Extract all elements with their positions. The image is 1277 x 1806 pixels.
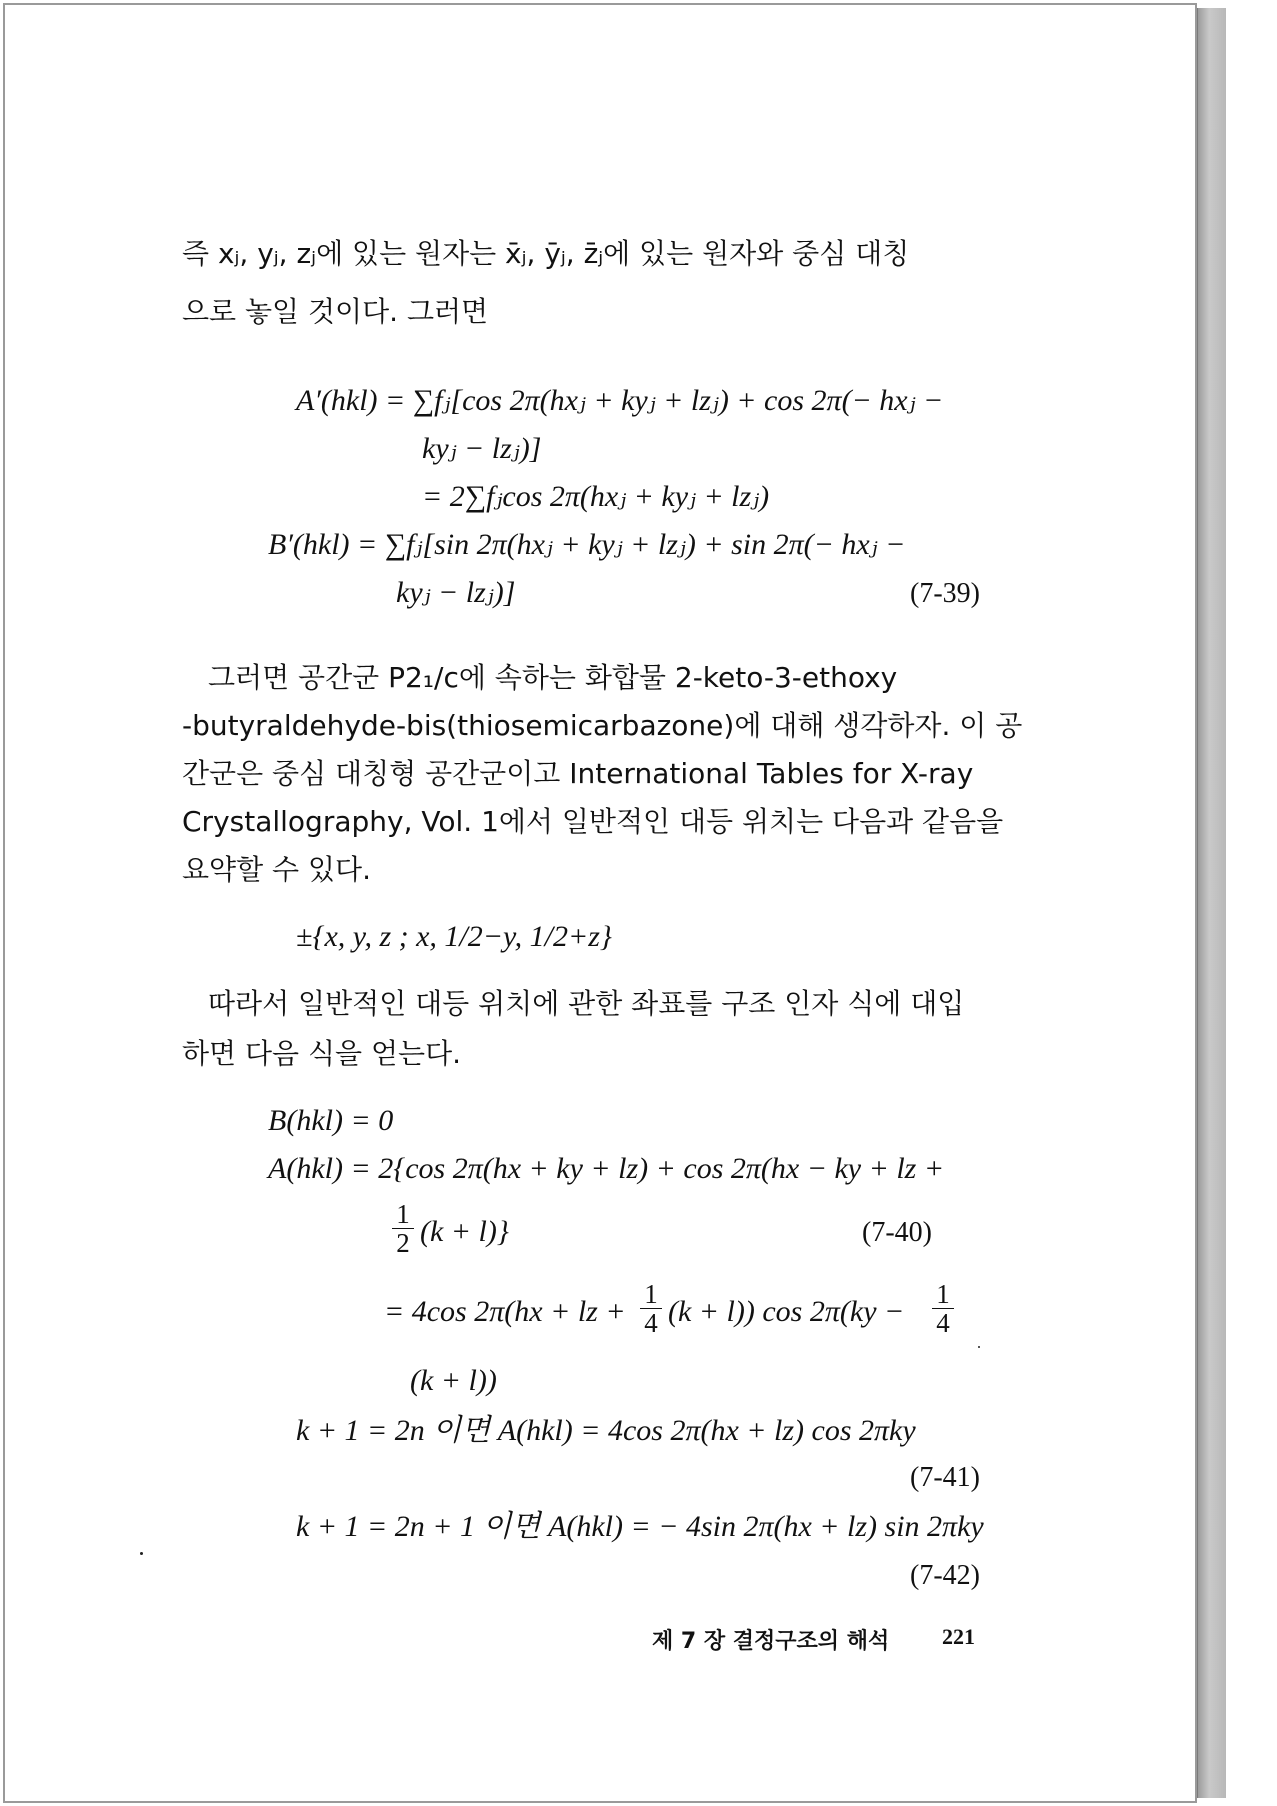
eq-7-41-number: (7-41): [910, 1462, 980, 1493]
fraction-denominator: 4: [644, 1308, 658, 1338]
eq-7-39-line1: A′(hkl) = ∑fⱼ[cos 2π(hxⱼ + kyⱼ + lzⱼ) + cos 2π(− hxⱼ −: [296, 384, 944, 417]
eq-7-40-a-line3-part1: = 4cos 2π(hx + lz +: [384, 1295, 626, 1328]
eq-7-40-fraction-quarter-2: [932, 1280, 954, 1337]
eq-7-40-number: (7-40): [862, 1217, 932, 1248]
equivalent-positions: ±{x, y, z ; x, 1/2−y, 1/2+z}: [296, 920, 612, 953]
fraction-denominator: 2: [396, 1228, 410, 1258]
page-edge: [1197, 8, 1226, 1798]
paragraph3-line2: 하면 다음 식을 얻는다.: [182, 1037, 462, 1070]
paragraph1-line2: 으로 놓일 것이다. 그러면: [182, 295, 489, 328]
eq-7-39-line3: = 2∑fⱼcos 2π(hxⱼ + kyⱼ + lzⱼ): [422, 480, 770, 513]
eq-7-39-number: (7-39): [910, 578, 980, 609]
eq-7-41-line: k + 1 = 2n 이면 A(hkl) = 4cos 2π(hx + lz) cos 2πky: [296, 1414, 916, 1447]
fraction-numerator: 1: [640, 1280, 662, 1309]
eq-7-40-a-line2: (k + l)}: [420, 1215, 509, 1248]
paragraph2-line1: 그러면 공간군 P2₁/c에 속하는 화합물 2-keto-3-ethoxy: [208, 661, 898, 694]
eq-7-40-a-line4: (k + l)): [410, 1364, 497, 1397]
eq-7-39-line5: kyⱼ − lzⱼ)]: [396, 576, 516, 609]
eq-7-42-number: (7-42): [910, 1560, 980, 1591]
paragraph2-line5: 요약할 수 있다.: [182, 853, 371, 886]
scan-speck: [978, 1346, 980, 1348]
fraction-numerator: 1: [932, 1280, 954, 1309]
eq-7-39-line4: B′(hkl) = ∑fⱼ[sin 2π(hxⱼ + kyⱼ + lzⱼ) + sin 2π(− hxⱼ −: [268, 528, 906, 561]
paragraph1-line1: 즉 xⱼ, yⱼ, zⱼ에 있는 원자는 x̄ⱼ, ȳⱼ, z̄ⱼ에 있는 원자와 중심 대칭: [182, 237, 910, 270]
eq-7-40-a-line3-part2: (k + l)) cos 2π(ky −: [668, 1295, 905, 1328]
page-number: 221: [942, 1624, 975, 1649]
paragraph3-line1: 따라서 일반적인 대등 위치에 관한 좌표를 구조 인자 식에 대입: [208, 987, 965, 1020]
eq-7-40-b-line: B(hkl) = 0: [268, 1104, 394, 1137]
paragraph2-line3: 간군은 중심 대칭형 공간군이고 International Tables for X-ray: [182, 757, 974, 790]
fraction-denominator: 4: [936, 1308, 950, 1338]
eq-7-42-line: k + 1 = 2n + 1 이면 A(hkl) = − 4sin 2π(hx + lz) sin 2πky: [296, 1510, 984, 1543]
eq-7-39-line2: kyⱼ − lzⱼ)]: [422, 432, 542, 465]
paragraph2-line2: -butyraldehyde-bis(thiosemicarbazone)에 대해 생각하자. 이 공: [182, 709, 1023, 742]
eq-7-40-fraction-quarter: [640, 1280, 662, 1337]
eq-7-40-fraction-half: [392, 1200, 414, 1257]
fraction-numerator: 1: [392, 1200, 414, 1229]
paragraph2-line4: Crystallography, Vol. 1에서 일반적인 대등 위치는 다음과 같음을: [182, 805, 1004, 838]
eq-7-40-a-line1: A(hkl) = 2{cos 2π(hx + ky + lz) + cos 2π(hx − ky + lz +: [268, 1152, 945, 1185]
chapter-title: 제 7 장 결정구조의 해석: [652, 1629, 890, 1654]
scan-speck: [140, 1552, 143, 1555]
